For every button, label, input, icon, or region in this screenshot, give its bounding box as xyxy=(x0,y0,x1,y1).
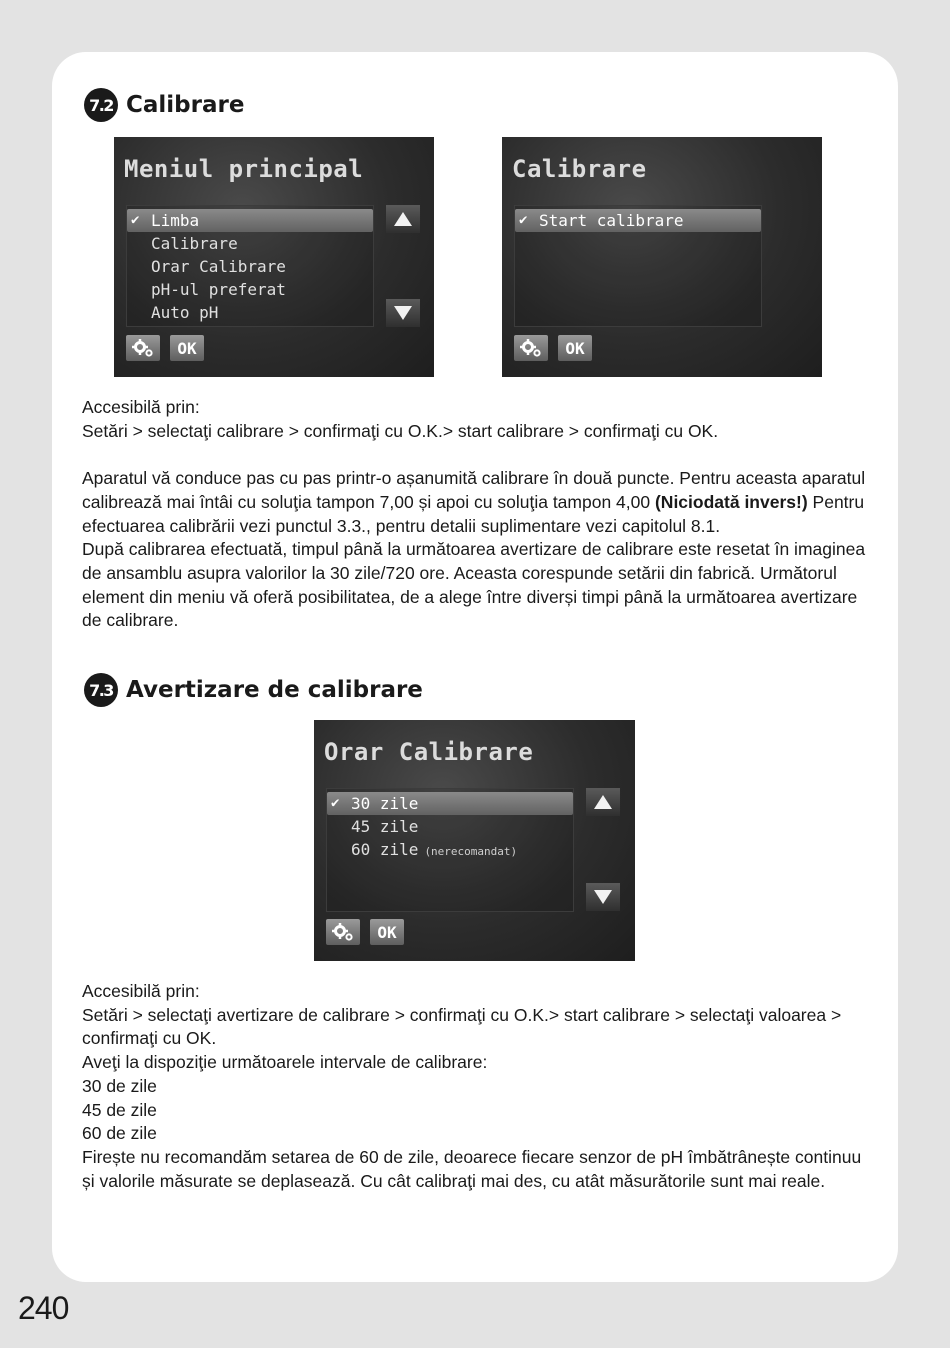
paragraph: Accesibilă prin: xyxy=(82,397,200,417)
paragraph: Setări > selectaţi avertizare de calibrare > confirmaţi cu O.K.> start calibrare > selectaţi valoarea > confirmaţi cu OK. xyxy=(82,1004,842,1049)
paragraph: Aveţi la dispoziţie următoarele intervale de calibrare: xyxy=(82,1052,488,1073)
menu-list xyxy=(326,788,574,912)
ok-button[interactable]: OK xyxy=(558,335,592,361)
option-30-zile[interactable]: ✔ 30 zile xyxy=(327,792,573,815)
section-7-3-text xyxy=(82,980,872,1193)
scroll-down-button[interactable] xyxy=(586,883,620,911)
not-recommended-note: (nerecomandat) xyxy=(424,845,518,858)
section-heading-7-3 xyxy=(84,673,423,707)
gear-icon xyxy=(132,338,154,358)
scroll-up-button[interactable] xyxy=(386,205,420,233)
section-number-badge: 7.3 xyxy=(84,673,118,707)
scroll-up-button[interactable] xyxy=(586,788,620,816)
settings-button[interactable] xyxy=(514,335,548,361)
menu-item-ph-preferat[interactable]: pH-ul preferat xyxy=(151,280,286,299)
screen-calibrare xyxy=(502,137,822,377)
list-line: 45 de zile xyxy=(82,1099,157,1120)
menu-item-limba[interactable]: ✔ Limba xyxy=(127,209,373,232)
menu-item-start-calibrare[interactable]: ✔ Start calibrare xyxy=(515,209,761,232)
paragraph: Accesibilă prin: xyxy=(82,981,200,1001)
screen-title: Orar Calibrare xyxy=(324,738,534,766)
ok-button[interactable]: OK xyxy=(370,919,404,945)
section-7-2-text xyxy=(82,396,872,633)
check-icon: ✔ xyxy=(331,795,340,811)
section-number-badge: 7.2 xyxy=(84,88,118,122)
menu-item-calibrare[interactable]: Calibrare xyxy=(151,234,238,253)
up-arrow-icon xyxy=(394,212,412,226)
section-title: Avertizare de calibrare xyxy=(126,677,423,703)
down-arrow-icon xyxy=(594,890,612,904)
down-arrow-icon xyxy=(394,306,412,320)
settings-button[interactable] xyxy=(126,335,160,361)
check-icon: ✔ xyxy=(519,212,528,228)
list-line: 30 de zile xyxy=(82,1075,157,1096)
section-heading-7-2 xyxy=(84,88,244,122)
screen-title: Calibrare xyxy=(512,155,647,183)
menu-item-auto-ph[interactable]: Auto pH xyxy=(151,303,219,322)
screen-orar-calibrare xyxy=(314,720,635,961)
menu-list xyxy=(514,205,762,327)
ok-button[interactable]: OK xyxy=(170,335,204,361)
option-60-zile[interactable]: 60 zile (nerecomandat) xyxy=(351,840,518,859)
gear-icon xyxy=(332,922,354,942)
up-arrow-icon xyxy=(594,795,612,809)
bold-warning: (Niciodată invers!) xyxy=(654,491,808,512)
paragraph: Setări > selectaţi calibrare > confirmaţi cu O.K.> start calibrare > confirmaţi cu OK. xyxy=(82,420,719,441)
paragraph: Firește nu recomandăm setarea de 60 de zile, deoarece fiecare senzor de pH îmbătrânește continuu și valorile măsurate se deplasează. Cu cât calibraţi mai des, cu atât măsurătorile sunt mai reale. xyxy=(82,1146,862,1191)
menu-list xyxy=(126,205,374,327)
section-title: Calibrare xyxy=(126,92,245,118)
list-line: 60 de zile xyxy=(82,1123,157,1144)
paragraph: După calibrarea efectuată, timpul până la următoarea avertizare de calibrare este resetat în imaginea de ansamblu asupra valorilor la 30 zile/720 ore. Aceasta corespunde setării din fabrică. Următorul element din meniu vă oferă posibilitatea, de a alege între diverși timpi până la următoarea avertizare de calibrare. xyxy=(82,539,866,631)
settings-button[interactable] xyxy=(326,919,360,945)
scroll-down-button[interactable] xyxy=(386,299,420,327)
paragraph: Aparatul vă conduce pas cu pas printr-o așanumită calibrare în două puncte. Pentru aceasta aparatul calibrează mai întâi cu soluţia tampon 7,00 și apoi cu soluţia tampon 4,00 (Niciodată invers!) Pentru efectuarea calibrării vezi punctul 3.3., pentru detalii suplimentare vezi capitolul 8.1. xyxy=(82,468,866,536)
menu-item-orar-calibrare[interactable]: Orar Calibrare xyxy=(151,257,286,276)
gear-icon xyxy=(520,338,542,358)
option-45-zile[interactable]: 45 zile xyxy=(351,817,419,836)
check-icon: ✔ xyxy=(131,212,140,228)
screen-main-menu xyxy=(114,137,434,377)
screen-title: Meniul principal xyxy=(124,155,364,183)
page-number: 240 xyxy=(18,1290,69,1326)
